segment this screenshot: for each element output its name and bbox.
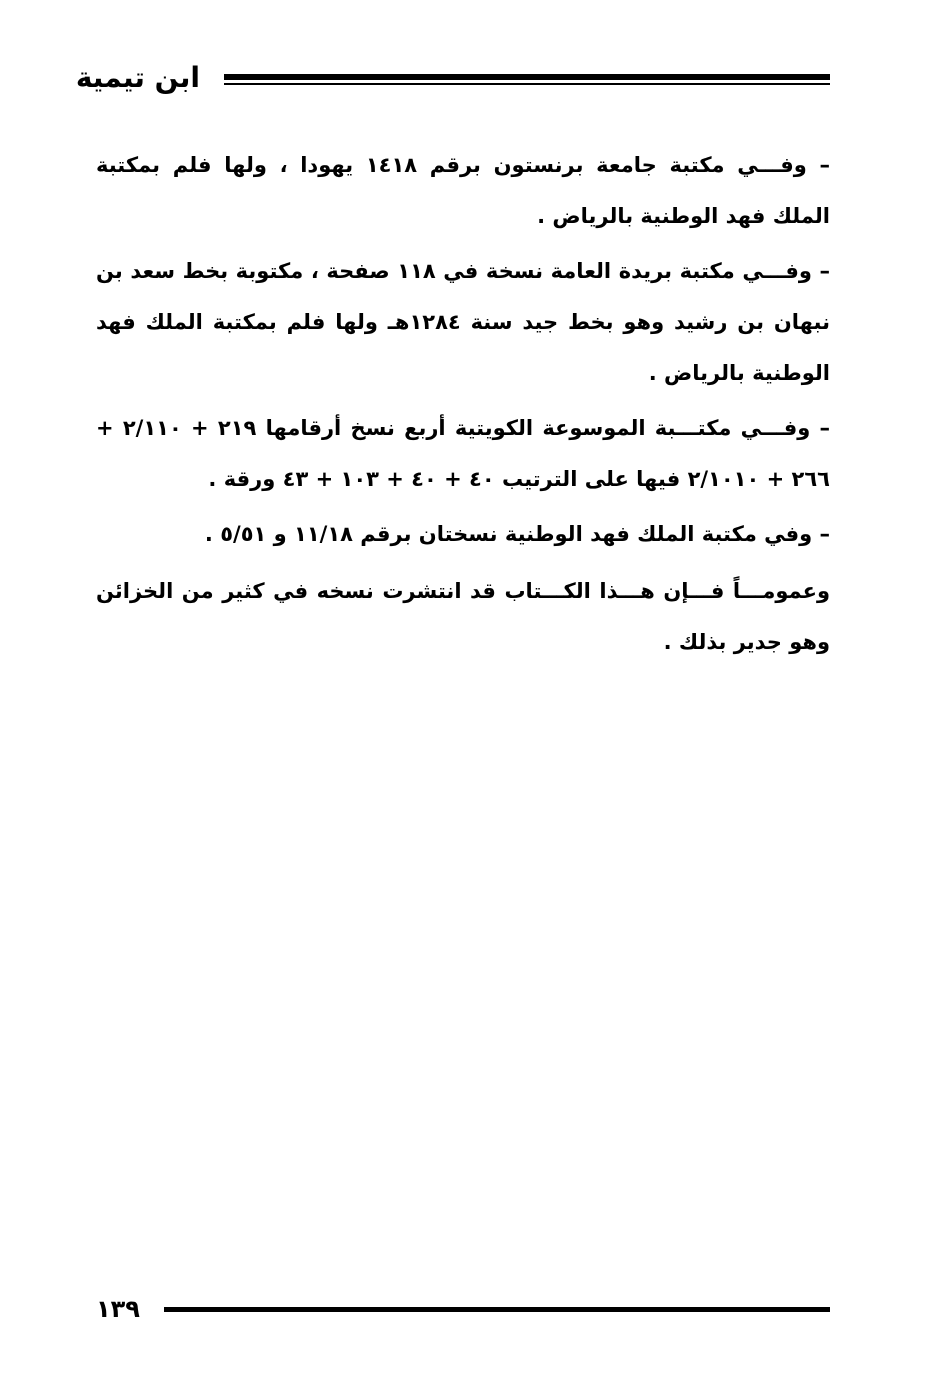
header-rule-thick [224,74,830,80]
paragraph-king-fahd-library: – وفي مكتبة الملك فهد الوطنية نسختان برقم ١١/١٨ و ٥/٥١ . [204,522,830,546]
page-body [96,140,830,672]
paragraph-conclusion: وعمومـــاً فـــإن هـــذا الكـــتاب قد انتشرت نسخه في كثير من الخزائن وهو جدير بذلك . [96,579,830,654]
page-number: ١٣٩ [96,1295,140,1323]
footer-rule [164,1307,830,1312]
header-double-rule [224,74,830,86]
paragraph-kuwait-encyclopedia: – وفـــي مكتـــبة الموسوعة الكويتية أربع نسخ أرقامها ٢١٩ + ٢/١١٠ + ٢٦٦ + ٢/١٠١٠ فيها على الترتيب ٤٠ + ٤٠ + ١٠٣ + ٤٣ ورقة . [96,416,830,491]
page-footer [96,1294,830,1324]
header-rule-thin [224,83,830,85]
page-header [75,58,830,98]
paragraph-buraydah: – وفـــي مكتبة بريدة العامة نسخة في ١١٨ صفحة ، مكتوبة بخط سعد بن نبهان بن رشيد وهو بخط جيد سنة ١٢٨٤هـ ولها فلم بمكتبة الملك فهد الوطنية بالرياض . [96,259,830,385]
running-title: ابن تيمية [75,61,200,94]
paragraph-princeton: – وفـــي مكتبة جامعة برنستون برقم ١٤١٨ يهودا ، ولها فلم بمكتبة الملك فهد الوطنية بالرياض . [96,153,830,228]
